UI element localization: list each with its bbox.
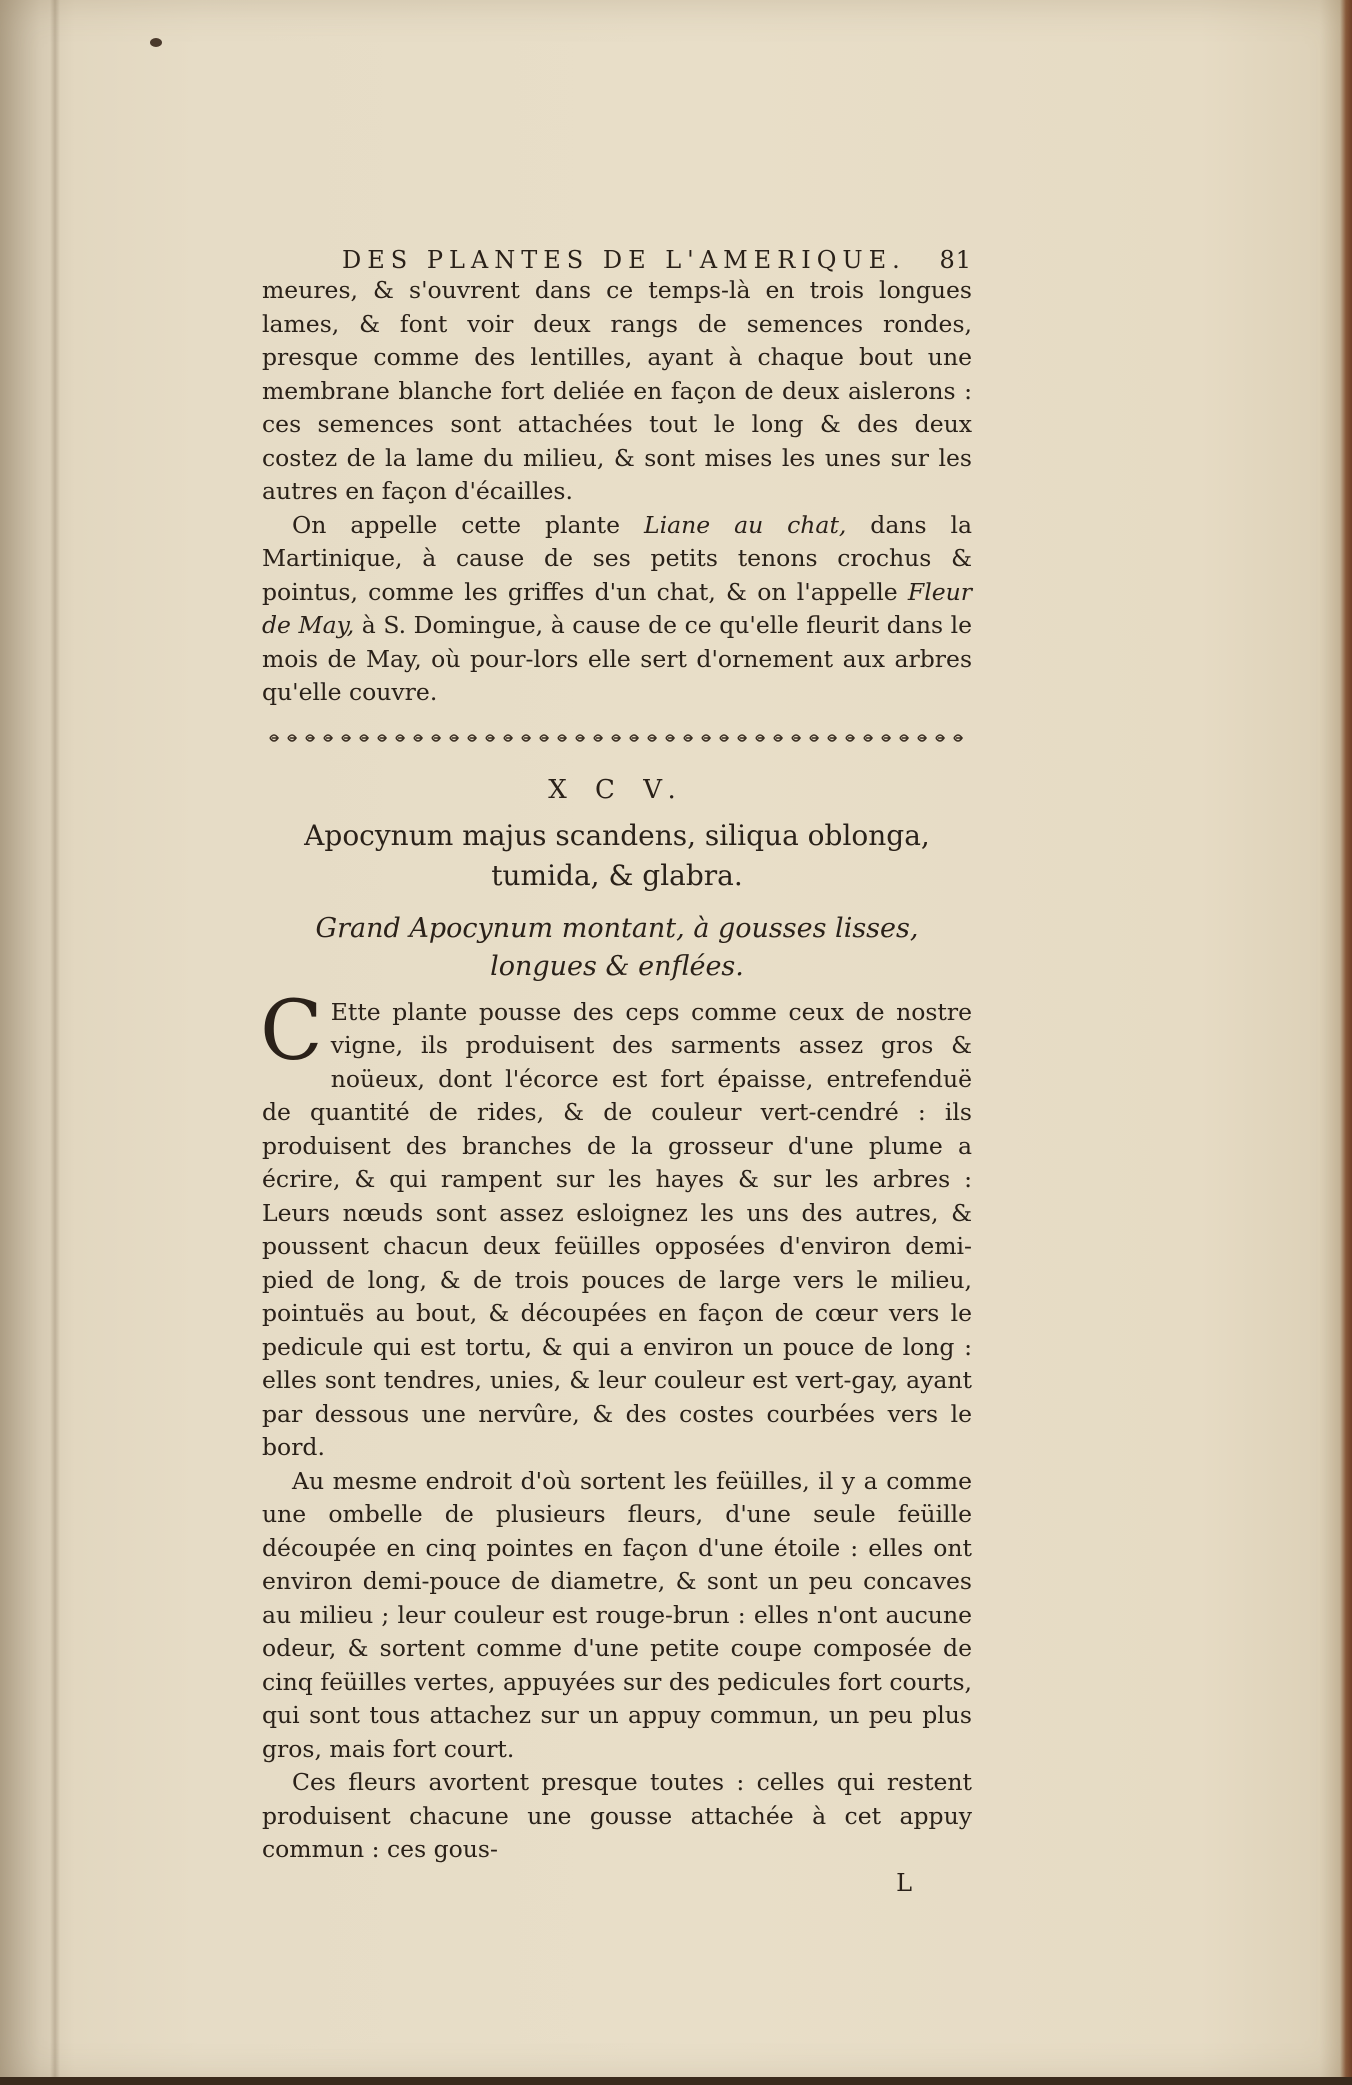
ornament-motif	[936, 735, 944, 741]
ornament-motif	[306, 735, 314, 741]
ornament-motif	[756, 735, 764, 741]
ornament-motif	[450, 735, 458, 741]
ornament-motif	[918, 735, 926, 741]
ornament-motif	[720, 735, 728, 741]
ornament-motif	[900, 735, 908, 741]
ornament-motif	[414, 735, 422, 741]
naming-paragraph	[262, 509, 972, 710]
ornament-motif	[558, 735, 566, 741]
ornament-motif	[594, 735, 602, 741]
description-paragraph-3: Ces fleurs avortent presque toutes : celles qui restent produisent chacune une gousse attachée à cet appuy commun : ces gous-	[262, 1768, 972, 1863]
ornament-motif	[360, 735, 368, 741]
ornament-motif	[432, 735, 440, 741]
ink-blot	[150, 38, 162, 47]
ornament-motif	[810, 735, 818, 741]
ornament-motif	[666, 735, 674, 741]
ornament-motif	[774, 735, 782, 741]
description-text-1: Ette plante pousse des ceps comme ceux de nostre vigne, ils produisent des sarments assez gros & noüeux, dont l'écorce est fort épaisse, entrefenduë de quantité de rides, & de couleur vert-cendré : ils produisent des branches de la grosseur d'une plume a écrire, & qui rampent sur les hayes & sur les arbres : Leurs nœuds sont assez esloignez les uns des autres, & poussent chacun deux feüilles opposées d'environ demi-pied de long, & de trois pouces de large vers le milieu, pointuës au bout, & découpées en façon de cœur vers le pedicule qui est tortu, & qui a environ un pouce de long : elles sont tendres, unies, & leur couleur est vert-gay, ayant par dessous une nervûre, & des costes courbées vers le bord.	[262, 997, 972, 1461]
running-head-title: DES PLANTES DE L'AMERIQUE.	[342, 246, 906, 274]
text-block	[262, 244, 972, 1899]
page-gutter	[50, 0, 60, 2085]
ornament-motif	[684, 735, 692, 741]
naming-text-b: dans la Martinique, à cause de ses petits tenons crochus & pointus, comme les griffes d'un chat, & on l'appelle	[262, 510, 972, 606]
name-fleur-de-may: Fleur de May,	[262, 577, 972, 639]
ornament-motif	[504, 735, 512, 741]
latin-title: Apocynum majus scandens, siliqua oblonga, tumida, & glabra.	[304, 818, 930, 892]
ornament-motif	[522, 735, 530, 741]
description-paragraph-2: Au mesme endroit d'où sortent les feüilles, il y a comme une ombelle de plusieurs fleurs, d'une seule feüille découpée en cinq pointes en façon d'une étoile : elles ont environ demi-pouce de diametre, & sont un peu concaves au milieu ; leur couleur est rouge-brun : elles n'ont aucune odeur, & sortent comme d'une petite coupe composée de cinq feüilles vertes, appuyées sur des pedicules fort courts, qui sont tous attachez sur un appuy commun, un peu plus gros, mais fort court.	[262, 1466, 972, 1763]
ornament-motif	[702, 735, 710, 741]
ornament-motif	[612, 735, 620, 741]
continuation-paragraph: meures, & s'ouvrent dans ce temps-là en trois longues lames, & font voir deux rangs de semences rondes, presque comme des lentilles, ayant à chaque bout une membrane blanche fort deliée en façon de deux aislerons : ces semences sont attachées tout le long & des deux costez de la lame du milieu, & sont mises les unes sur les autres en façon d'écailles.	[262, 276, 972, 505]
ornament-motif	[324, 735, 332, 741]
ornament-motif	[792, 735, 800, 741]
running-head	[262, 244, 972, 274]
ornament-motif	[576, 735, 584, 741]
ornament-motif	[342, 735, 350, 741]
ornament-motif	[738, 735, 746, 741]
french-title: Grand Apocynum montant, à gousses lisses, longues & enflées.	[315, 912, 919, 982]
ornament-motif	[468, 735, 476, 741]
ornament-motif	[846, 735, 854, 741]
description-paragraph-1	[260, 983, 972, 1465]
ornament-motif	[288, 735, 296, 741]
ornament-motif	[270, 735, 278, 741]
ornament-motif	[378, 735, 386, 741]
ornament-motif	[486, 735, 494, 741]
ornament-motif	[396, 735, 404, 741]
name-liane-au-chat: Liane au chat,	[643, 510, 847, 539]
naming-text-c: à S. Domingue, à cause de ce qu'elle fleurit dans le mois de May, où pour-lors elle sert d'ornement aux arbres qu'elle couvre.	[262, 611, 972, 706]
ornament-motif	[864, 735, 872, 741]
naming-text-a: On appelle cette plante	[292, 510, 644, 539]
page-number: 81	[939, 246, 972, 274]
ornament-motif	[540, 735, 548, 741]
drop-cap: C	[260, 983, 323, 1079]
ornament-motif	[630, 735, 638, 741]
ornament-motif	[954, 735, 962, 741]
catchword: L	[896, 1868, 912, 1897]
ornament-motif	[882, 735, 890, 741]
ornament-band-icon	[262, 730, 980, 746]
page-bottom-edge	[0, 2077, 1352, 2085]
ornament-divider	[262, 730, 980, 746]
section-number: X C V.	[548, 774, 686, 805]
ornament-motif	[648, 735, 656, 741]
ornament-motif	[828, 735, 836, 741]
